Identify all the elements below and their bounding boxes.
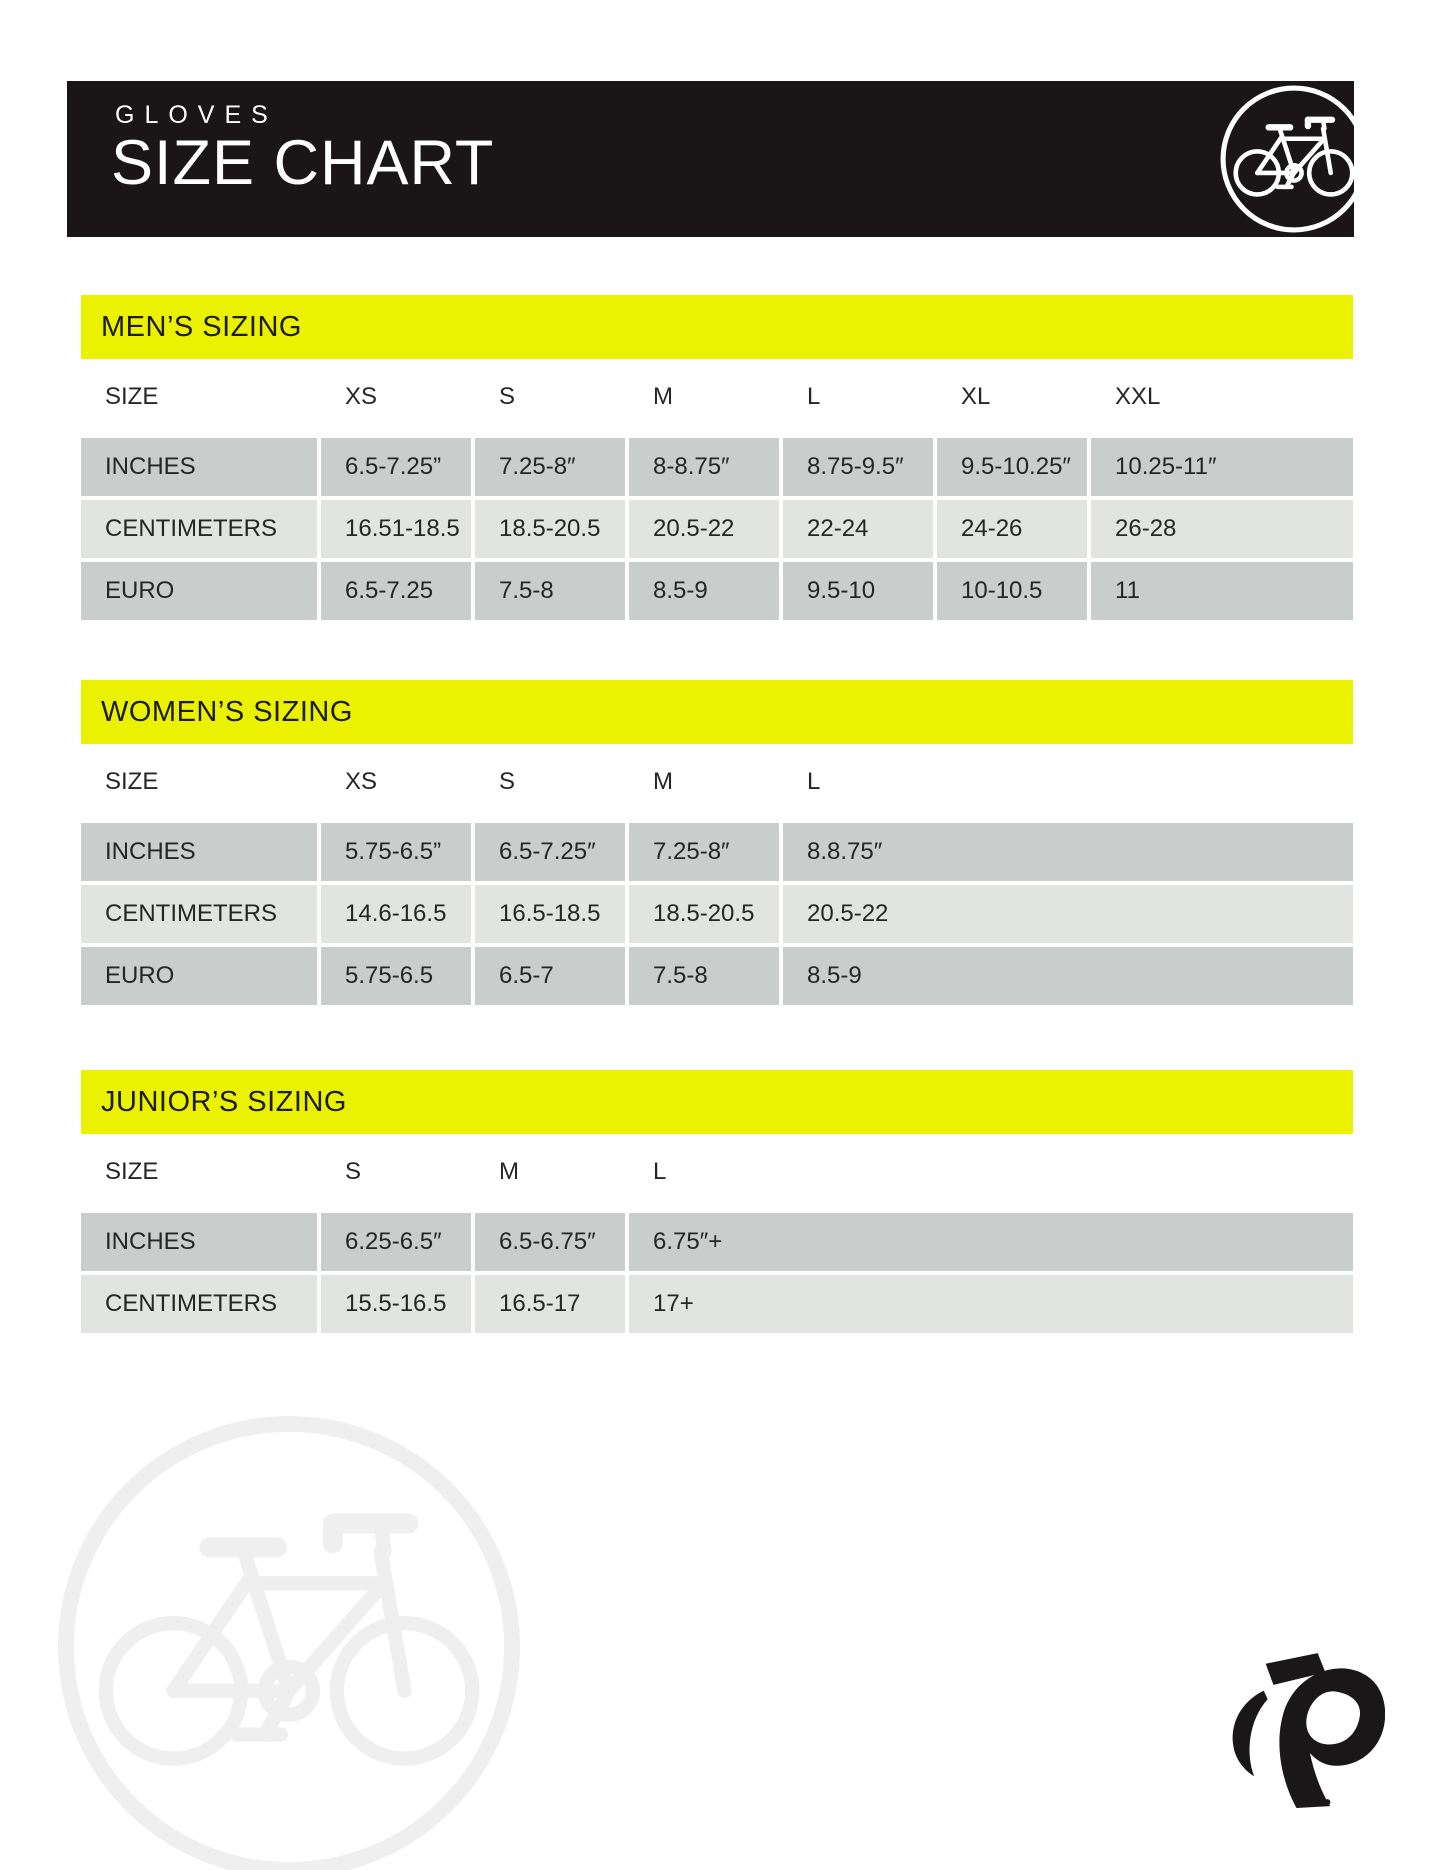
row-label: INCHES — [81, 823, 317, 881]
cell-value: 6.5-6.75″ — [475, 1213, 625, 1271]
size-table-womens — [81, 744, 1353, 1005]
cell-value: 7.5-8 — [629, 947, 779, 1005]
cell-value: 14.6-16.5 — [321, 885, 471, 943]
cell-value: 6.5-7.25” — [321, 438, 471, 496]
cell-value: 15.5-16.5 — [321, 1275, 471, 1333]
pearl-izumi-logo — [1183, 1650, 1385, 1814]
cell-value: 6.75″+ — [629, 1213, 1353, 1271]
column-header-xl: XL — [961, 382, 991, 410]
section-juniors — [81, 1070, 1353, 1333]
cell-value: 8-8.75″ — [629, 438, 779, 496]
column-header-xs: XS — [345, 767, 378, 795]
cell-value: 8.75-9.5″ — [783, 438, 933, 496]
bicycle-watermark-icon — [50, 1408, 528, 1870]
column-header-l: L — [653, 1157, 667, 1185]
cell-value: 7.5-8 — [475, 562, 625, 620]
cell-value: 18.5-20.5 — [629, 885, 779, 943]
row-label: INCHES — [81, 1213, 317, 1271]
cell-value: 7.25-8″ — [629, 823, 779, 881]
cell-value: 16.5-18.5 — [475, 885, 625, 943]
cell-value: 6.5-7.25 — [321, 562, 471, 620]
column-header-s: S — [345, 1157, 362, 1185]
column-header-m: M — [499, 1157, 519, 1185]
column-header-l: L — [807, 767, 821, 795]
cell-value: 5.75-6.5 — [321, 947, 471, 1005]
section-title-bar: WOMEN’S SIZING — [81, 680, 1353, 744]
cell-value: 20.5-22 — [783, 885, 1353, 943]
section-title-bar: MEN’S SIZING — [81, 295, 1353, 359]
column-header-m: M — [653, 767, 673, 795]
cell-value: 22-24 — [783, 500, 933, 558]
column-header-xxl: XXL — [1115, 382, 1161, 410]
cell-value: 17+ — [629, 1275, 1353, 1333]
header-kicker: GLOVES — [115, 101, 278, 129]
column-header-size: SIZE — [105, 1157, 159, 1185]
cell-value: 6.5-7.25″ — [475, 823, 625, 881]
cell-value: 8.8.75″ — [783, 823, 1353, 881]
size-table-mens — [81, 359, 1353, 620]
cell-value: 6.5-7 — [475, 947, 625, 1005]
column-header-m: M — [653, 382, 673, 410]
page-title: SIZE CHART — [111, 128, 495, 198]
row-label: EURO — [81, 562, 317, 620]
cell-value: 10.25-11″ — [1091, 438, 1353, 496]
cell-value: 26-28 — [1091, 500, 1353, 558]
cell-value: 10-10.5 — [937, 562, 1087, 620]
column-header-s: S — [499, 767, 516, 795]
column-header-s: S — [499, 382, 516, 410]
section-title-bar: JUNIOR’S SIZING — [81, 1070, 1353, 1134]
cell-value: 24-26 — [937, 500, 1087, 558]
row-label: CENTIMETERS — [81, 885, 317, 943]
column-header-size: SIZE — [105, 767, 159, 795]
cell-value: 9.5-10 — [783, 562, 933, 620]
column-header-l: L — [807, 382, 821, 410]
cell-value: 8.5-9 — [629, 562, 779, 620]
cell-value: 11 — [1091, 562, 1353, 620]
section-womens — [81, 680, 1353, 1005]
cell-value: 6.25-6.5″ — [321, 1213, 471, 1271]
cell-value: 5.75-6.5” — [321, 823, 471, 881]
cell-value: 18.5-20.5 — [475, 500, 625, 558]
cell-value: 16.51-18.5 — [321, 500, 471, 558]
row-label: INCHES — [81, 438, 317, 496]
row-label: CENTIMETERS — [81, 500, 317, 558]
column-header-xs: XS — [345, 382, 378, 410]
bicycle-badge-icon — [1218, 83, 1354, 235]
cell-value: 8.5-9 — [783, 947, 1353, 1005]
cell-value: 20.5-22 — [629, 500, 779, 558]
row-label: CENTIMETERS — [81, 1275, 317, 1333]
size-table-juniors — [81, 1134, 1353, 1333]
section-mens — [81, 295, 1353, 620]
cell-value: 16.5-17 — [475, 1275, 625, 1333]
cell-value: 7.25-8″ — [475, 438, 625, 496]
column-header-size: SIZE — [105, 382, 159, 410]
page-header — [67, 81, 1354, 237]
row-label: EURO — [81, 947, 317, 1005]
cell-value: 9.5-10.25″ — [937, 438, 1087, 496]
